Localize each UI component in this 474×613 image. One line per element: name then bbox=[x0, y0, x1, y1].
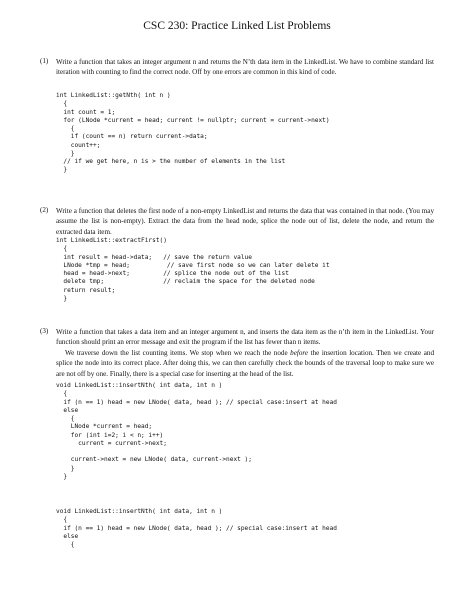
problem-2-number: (2) bbox=[40, 206, 49, 214]
code-line: head = head->next; // splice the node out of the list bbox=[56, 270, 289, 277]
problem-3-code bbox=[56, 382, 337, 481]
code-line: int count = 1; bbox=[56, 108, 116, 116]
code-line: if (n == 1) head = new LNode( data, head ); // special case:insert at head bbox=[56, 398, 337, 406]
code-line: if (n == 1) head = new LNode( data, head ); // special case:insert at head bbox=[56, 524, 337, 532]
code-line: else bbox=[56, 406, 79, 414]
code-line: int LinkedList::extractFirst() bbox=[56, 237, 167, 244]
code-line: { bbox=[56, 390, 68, 398]
code-line: } bbox=[56, 149, 75, 157]
problem-2-code bbox=[56, 237, 330, 303]
problem-2-paragraph: Write a function that deletes the first node of a non-empty LinkedList and returns the data that was contained in that node. (You may assume the list is non-empty). Extract the data from the head node, splice the node out of list, delete the node, and return the extracted data item. bbox=[56, 207, 434, 236]
code-line: else bbox=[56, 532, 79, 540]
code-line: return result; bbox=[56, 286, 116, 294]
code-line: void LinkedList::insertNth( int data, int n ) bbox=[56, 382, 223, 389]
code-line: LNode *tmp = head; // save first node so we can later delete it bbox=[56, 261, 330, 269]
code-line: void LinkedList::insertNth( int data, int n ) bbox=[56, 508, 223, 515]
code-line: { bbox=[56, 516, 68, 524]
problem-1-text bbox=[56, 57, 434, 78]
code-line: int LinkedList::getNth( int n ) bbox=[56, 92, 171, 99]
code-line: delete tmp; // reclaim the space for the deleted node bbox=[56, 278, 315, 286]
problem-3-text bbox=[56, 327, 434, 379]
code-line: { bbox=[56, 541, 75, 548]
problem-1-number: (1) bbox=[40, 57, 49, 65]
code-line: if (count == n) return current->data; bbox=[56, 133, 208, 141]
code-line: for (int i=2; i < n; i++) bbox=[56, 431, 164, 439]
code-line: } bbox=[56, 166, 68, 174]
code-line: { bbox=[56, 245, 68, 253]
code-line: } bbox=[56, 294, 68, 302]
code-line: } bbox=[56, 464, 75, 472]
code-line: LNode *current = head; bbox=[56, 423, 153, 431]
problem-1-paragraph: Write a function that takes an integer argument n and returns the N’th data item in the LinkedList. We have to combine standard list iteration with counting to find the correct node. Off by one errors are common in this kind of code. bbox=[56, 58, 434, 77]
page-title: CSC 230: Practice Linked List Problems bbox=[143, 20, 331, 32]
code-line: int result = head->data; // save the return value bbox=[56, 253, 252, 261]
code-line: for (LNode *current = head; current != nullptr; current = current->next) bbox=[56, 116, 330, 124]
problem-1-code bbox=[56, 92, 330, 175]
code-line: current = current->next; bbox=[56, 439, 167, 447]
problem-3-code-2 bbox=[56, 508, 337, 549]
code-line: // if we get here, n is > the number of elements in the list bbox=[56, 158, 286, 165]
code-line: { bbox=[56, 100, 68, 108]
code-line: current->next = new LNode( data, current->next ); bbox=[56, 456, 252, 464]
code-line: } bbox=[56, 472, 68, 480]
problem-3-paragraph-2: We traverse down the list counting items. We stop when we reach the node before the insertion location. Then we create and splice the node into its correct place. After doing this, we can then carefully check the bounds of the traversal loop to make sure we are not off by one. Finally, there is a special case for inserting at the head of the list. bbox=[56, 348, 434, 378]
problem-3-number: (3) bbox=[40, 327, 49, 335]
code-line: { bbox=[56, 125, 75, 132]
problem-2-text bbox=[56, 206, 434, 237]
problem-3-paragraph-1: Write a function that takes a data item and an integer argument n, and inserts the data item as the n’th item in the LinkedList. Your function should print an error message and exit the program if the list has fewer than n items. bbox=[56, 328, 434, 347]
code-line: { bbox=[56, 415, 75, 422]
code-line: count++; bbox=[56, 141, 101, 149]
